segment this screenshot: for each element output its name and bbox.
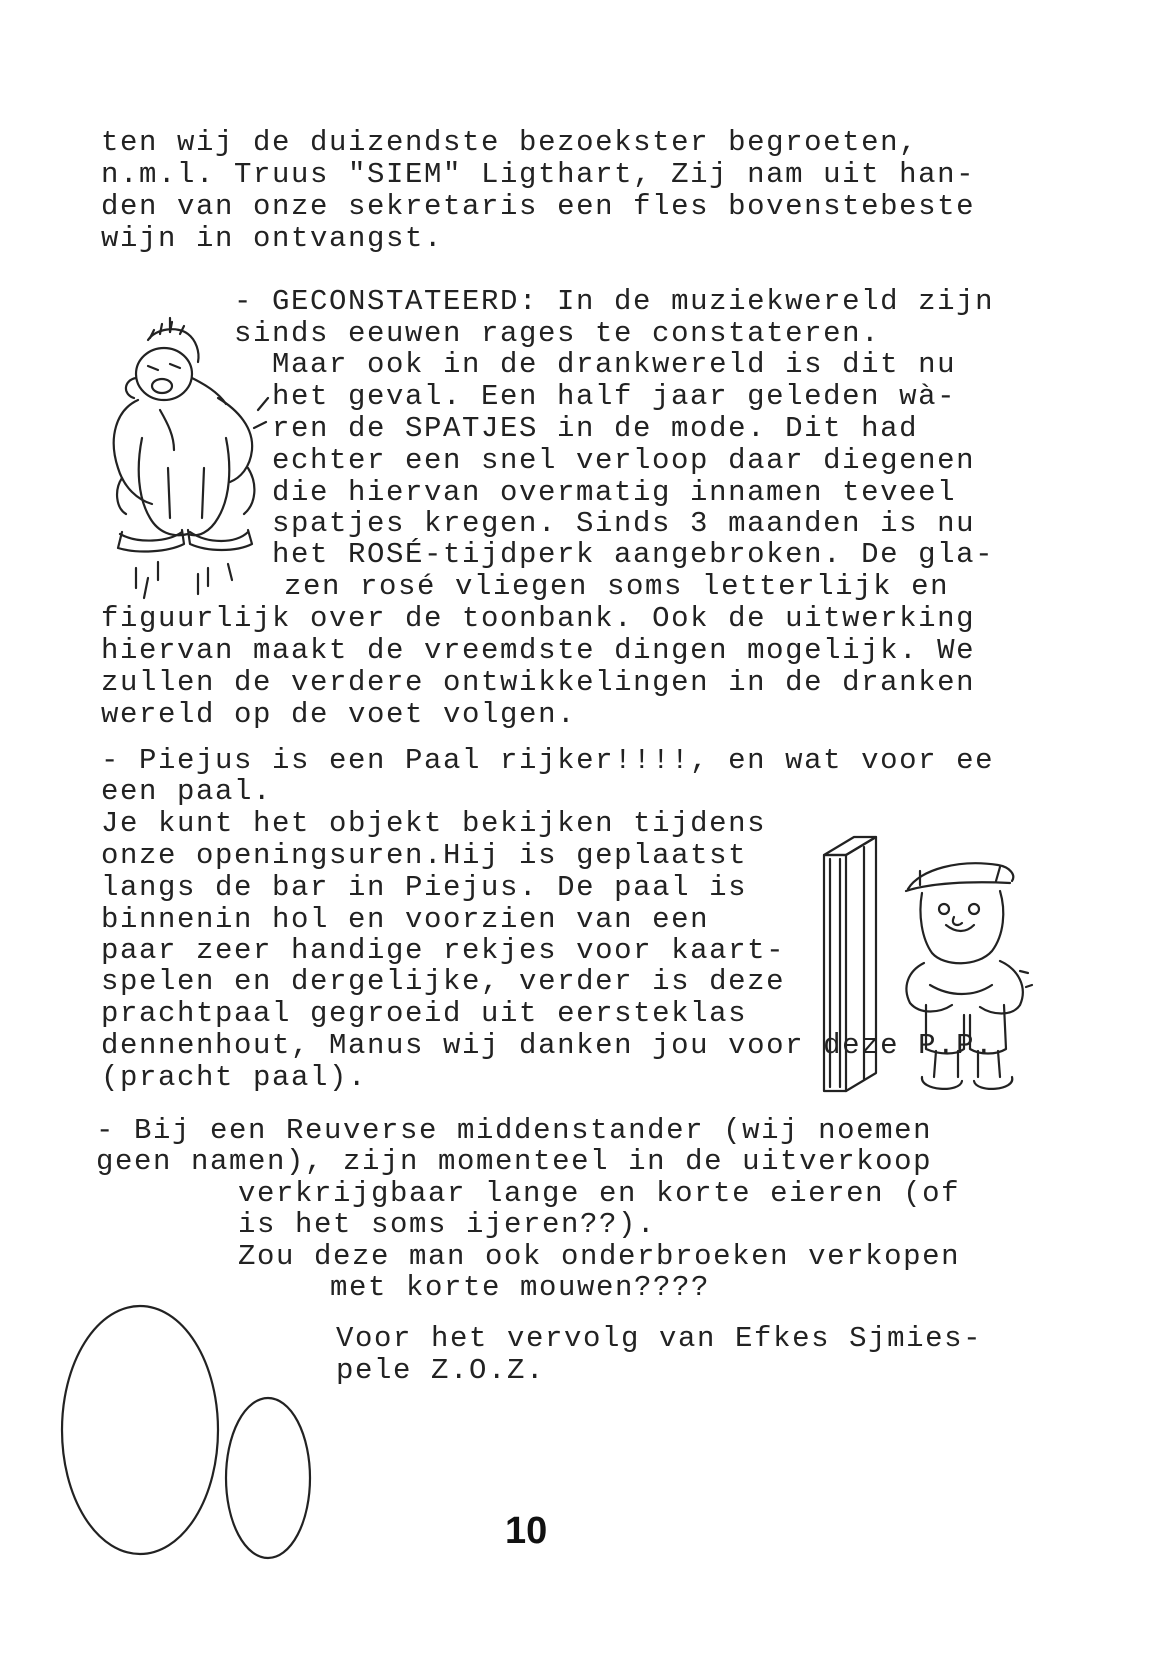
text-line: wereld op de voet volgen. <box>101 698 577 731</box>
text-line: onze openingsuren.Hij is geplaatst <box>101 839 748 872</box>
text-line: geen namen), zijn momenteel in de uitverkoop <box>96 1145 933 1178</box>
short-egg-sketch <box>220 1390 320 1565</box>
text-line: verkrijgbaar lange en korte eieren (of <box>238 1177 961 1210</box>
text-line: prachtpaal gegroeid uit eersteklas <box>101 997 748 1030</box>
text-line: binnenin hol en voorzien van een <box>101 903 710 936</box>
text-line: zen rosé vliegen soms letterlijk en <box>284 570 950 603</box>
text-line: Zou deze man ook onderbroeken verkopen <box>238 1240 961 1273</box>
text-line: den van onze sekretaris een fles bovenstebeste <box>101 190 976 223</box>
text-line: die hiervan overmatig innamen teveel <box>272 476 957 509</box>
text-line: n.m.l. Truus "SIEM" Ligthart, Zij nam uit han- <box>101 158 976 191</box>
text-line: zullen de verdere ontwikkelingen in de dranken <box>101 666 976 699</box>
text-line: het ROSÉ-tijdperk aangebroken. De gla- <box>272 538 995 571</box>
text-line: een paal. <box>101 775 273 808</box>
text-line: het geval. Een half jaar geleden wà- <box>272 380 957 413</box>
text-line: echter een snel verloop daar diegenen <box>272 444 976 477</box>
text-line: paar zeer handige rekjes voor kaart- <box>101 934 786 967</box>
page-number: 10 <box>505 1510 548 1552</box>
wooden-pole-sketch <box>820 835 880 1095</box>
text-line: (pracht paal). <box>101 1061 368 1094</box>
text-line: - Bij een Reuverse middenstander (wij noemen <box>96 1114 933 1147</box>
text-line: spelen en dergelijke, verder is deze <box>101 965 786 998</box>
text-line: hiervan maakt de vreemdste dingen mogelijk. We <box>101 634 976 667</box>
text-line: figuurlijk over de toonbank. Ook de uitwerking <box>101 602 976 635</box>
text-line: pele Z.O.Z. <box>336 1354 546 1387</box>
text-line: ten wij de duizendste bezoekster begroeten, <box>101 126 919 159</box>
long-egg-sketch <box>55 1300 225 1570</box>
text-line: sinds eeuwen rages te constateren. <box>234 317 881 350</box>
text-line: is het soms ijeren??). <box>238 1208 657 1241</box>
man-with-cap-sketch <box>900 855 1035 1095</box>
text-line: wijn in ontvangst. <box>101 222 444 255</box>
text-line: ren de SPATJES in de mode. Dit had <box>272 412 919 445</box>
text-line: langs de bar in Piejus. De paal is <box>101 871 748 904</box>
text-line: Voor het vervolg van Efkes Sjmies- <box>336 1322 983 1355</box>
text-line: Maar ook in de drankwereld is dit nu <box>272 348 957 381</box>
text-line: - Piejus is een Paal rijker!!!!, en wat voor ee <box>101 744 995 777</box>
text-line: dennenhout, Manus wij danken jou voor deze P.P. <box>101 1029 995 1062</box>
text-line: met korte mouwen???? <box>330 1271 711 1304</box>
text-line: - GECONSTATEERD: In de muziekwereld zijn <box>234 285 995 318</box>
text-line: Je kunt het objekt bekijken tijdens <box>101 807 767 840</box>
text-line: spatjes kregen. Sinds 3 maanden is nu <box>272 507 976 540</box>
crouching-man-sketch <box>108 318 278 618</box>
